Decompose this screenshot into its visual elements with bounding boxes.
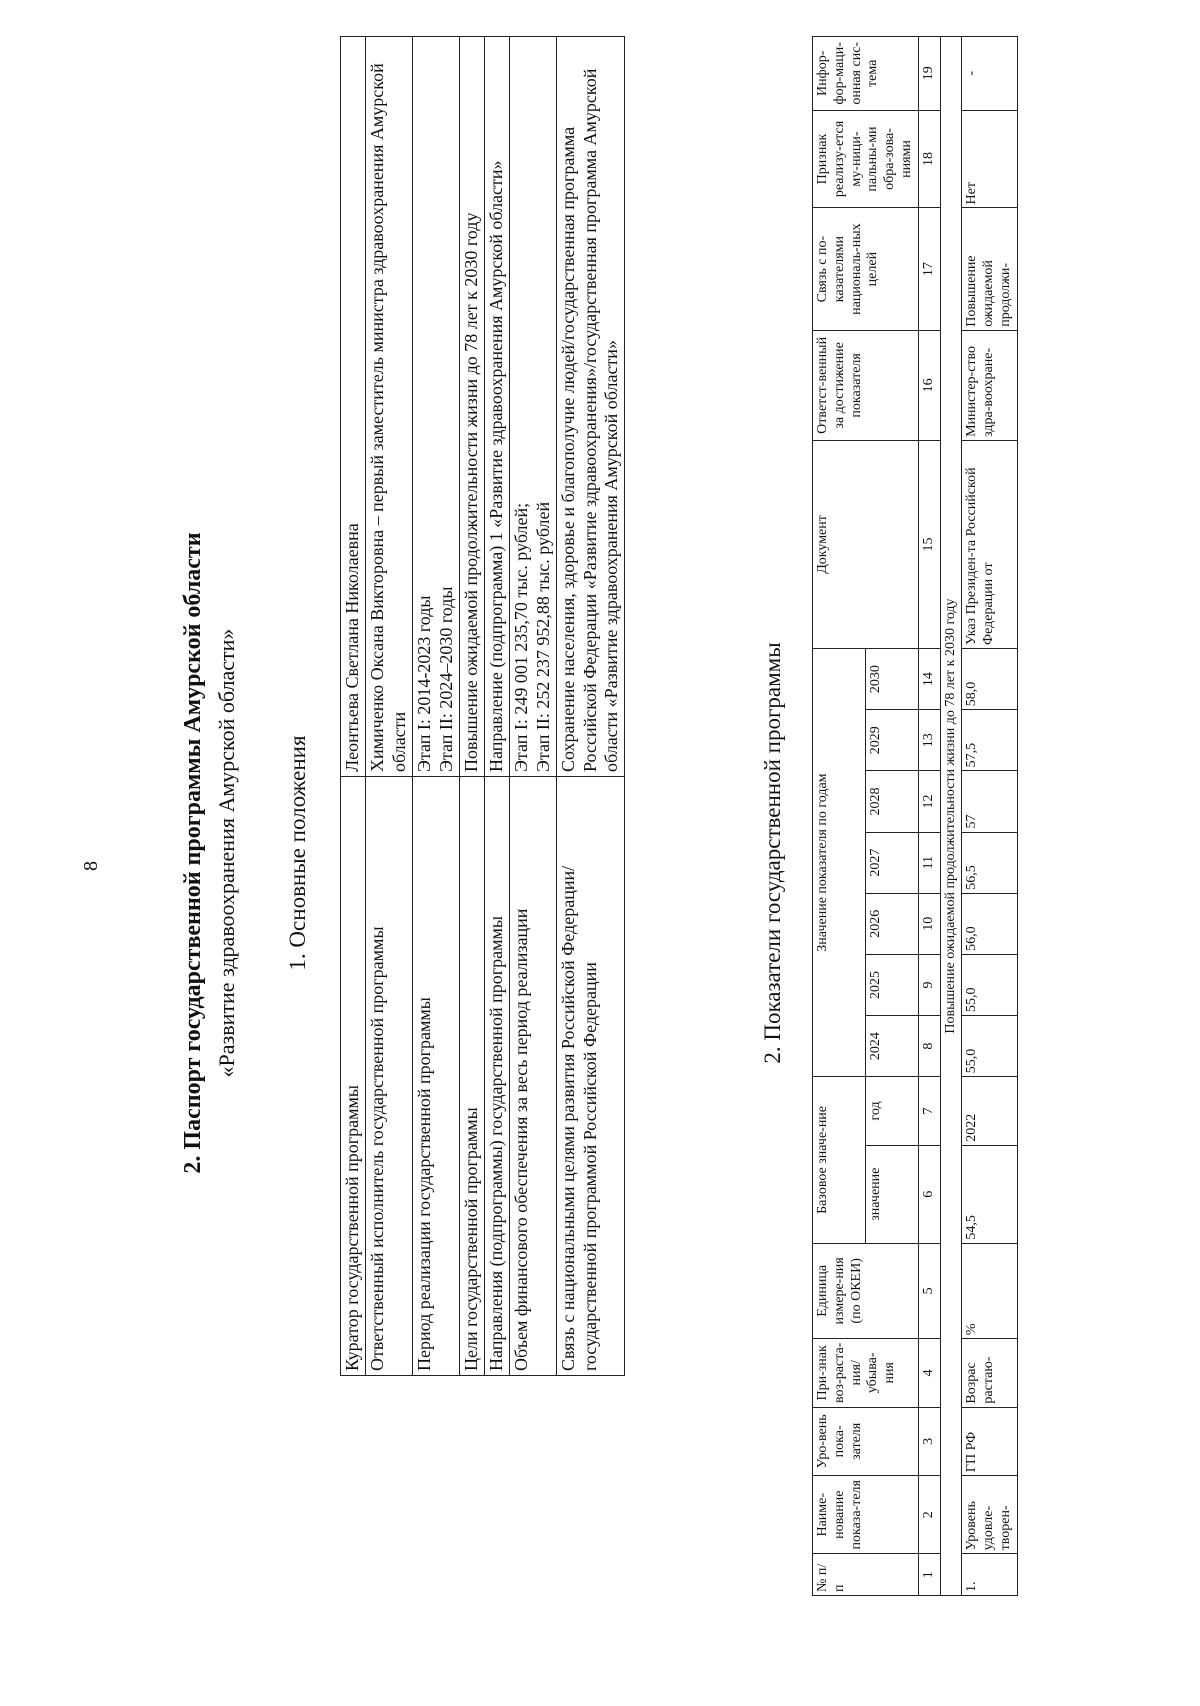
passport-label: Цели государственной программы xyxy=(459,777,484,1376)
column-number: 4 xyxy=(918,1339,940,1408)
passport-row xyxy=(365,37,412,1376)
column-number: 3 xyxy=(918,1407,940,1476)
indicators-header-row-1 xyxy=(813,37,866,1596)
page-title: 2. Паспорт государственной программы Амурской области xyxy=(180,532,206,1174)
header-values-by-year: Значение показателя по годам xyxy=(813,648,866,1076)
passport-row xyxy=(341,37,366,1376)
header-base: Базовое значе-ние xyxy=(813,1077,866,1243)
header-infosystem: Инфор-фор-маци-онная сис-тема xyxy=(813,37,919,111)
row-unit: % xyxy=(962,1243,1017,1338)
column-number: 1 xyxy=(918,1554,940,1596)
passport-table xyxy=(340,36,625,1376)
page-subtitle: «Развитие здравоохранения Амурской области» xyxy=(214,628,239,1078)
row-base-year: 2022 xyxy=(962,1077,1017,1146)
column-number: 7 xyxy=(918,1077,940,1146)
column-number: 13 xyxy=(918,710,940,771)
header-year: 2026 xyxy=(865,893,918,954)
row-link: Повышение ожидаемой продолжи- xyxy=(962,208,1017,330)
page-number: 8 xyxy=(80,861,102,871)
header-year: 2028 xyxy=(865,771,918,832)
goal-row xyxy=(940,37,962,1596)
passport-row xyxy=(509,37,556,1376)
row-value-2030: 58,0 xyxy=(962,648,1017,709)
column-number: 12 xyxy=(918,771,940,832)
passport-row xyxy=(459,37,484,1376)
section-2-heading: 2. Показатели государственной программы xyxy=(760,642,785,1064)
row-sign: Возрас растаю- xyxy=(962,1339,1017,1408)
passport-label: Куратор государственной программы xyxy=(341,777,366,1376)
passport-label: Ответственный исполнитель государственной программы xyxy=(365,777,412,1376)
column-number: 6 xyxy=(918,1145,940,1243)
column-number: 10 xyxy=(918,893,940,954)
header-sign: При-знак воз-раста-ния/ убыва-ния xyxy=(813,1339,919,1408)
passport-value: Этап I: 2014-2023 годы Этап II: 2024–2030 годы xyxy=(412,37,459,777)
header-year: 2024 xyxy=(865,1016,918,1077)
column-number: 18 xyxy=(918,110,940,208)
passport-table-body xyxy=(341,37,625,1376)
passport-value: Повышение ожидаемой продолжительности жизни до 78 лет к 2030 году xyxy=(459,37,484,777)
row-level: ГП РФ xyxy=(962,1407,1017,1476)
row-infosystem: - xyxy=(962,37,1017,111)
row-base-value: 54,5 xyxy=(962,1145,1017,1243)
passport-label: Объем финансового обеспечения за весь период реализации xyxy=(509,777,556,1376)
header-num: № п/п xyxy=(813,1554,919,1596)
passport-value: Этап I: 249 001 235,70 тыс. рублей; Этап II: 252 237 952,88 тыс. рублей xyxy=(509,37,556,777)
passport-value: Сохранение населения, здоровье и благополучие людей/государственная программа Российской Федерации «Развитие здравоохранения»/государственная программа Амурской области «Развитие здравоохранения Амурской области» xyxy=(556,37,625,777)
passport-value: Направление (подпрограмма) 1 «Развитие здравоохранения Амурской области» xyxy=(484,37,509,777)
header-year: 2030 xyxy=(865,648,918,709)
row-value-2029: 57,5 xyxy=(962,710,1017,771)
column-number: 17 xyxy=(918,208,940,330)
table-row xyxy=(962,37,1017,1596)
column-number: 16 xyxy=(918,330,940,440)
header-name: Наиме-нование показа-теля xyxy=(813,1476,919,1554)
column-numbers-row xyxy=(918,37,940,1596)
row-value-2027: 56,5 xyxy=(962,832,1017,893)
header-base-value: значение xyxy=(865,1145,918,1243)
column-number: 14 xyxy=(918,648,940,709)
row-responsible: Министер-ство здра-воохране- xyxy=(962,330,1017,440)
row-value-2024: 55,0 xyxy=(962,1016,1017,1077)
row-value-2025: 55,0 xyxy=(962,954,1017,1015)
section-1-heading: 1. Основные положения xyxy=(285,735,310,971)
passport-value: Химиченко Оксана Викторовна – первый заместитель министра здравоохранения Амурской области xyxy=(365,37,412,777)
passport-row xyxy=(484,37,509,1376)
header-year: 2025 xyxy=(865,954,918,1015)
indicators-table xyxy=(812,36,1018,1596)
header-base-year: год xyxy=(865,1077,918,1146)
row-value-2028: 57 xyxy=(962,771,1017,832)
passport-row xyxy=(556,37,625,1376)
passport-row xyxy=(412,37,459,1376)
row-value-2026: 56,0 xyxy=(962,893,1017,954)
goal-row-cell: Повышение ожидаемой продолжительности жизни до 78 лет к 2030 году xyxy=(940,37,962,1596)
header-unit: Единица измере-ния (по ОКЕИ) xyxy=(813,1243,919,1338)
passport-label: Связь с национальными целями развития Российской Федерации/ государственной программой Российской Федерации xyxy=(556,777,625,1376)
passport-label: Период реализации государственной программы xyxy=(412,777,459,1376)
header-level: Уро-вень пока-зателя xyxy=(813,1407,919,1476)
column-number: 19 xyxy=(918,37,940,111)
row-name: Уровень удовле-творен- xyxy=(962,1476,1017,1554)
column-number: 9 xyxy=(918,954,940,1015)
column-number: 8 xyxy=(918,1016,940,1077)
header-link: Связь с по-казателями националь-ных целей xyxy=(813,208,919,330)
row-municipal: Нет xyxy=(962,110,1017,208)
row-document: Указ Президен-та Российской Федерации от xyxy=(962,440,1017,648)
column-number: 11 xyxy=(918,832,940,893)
passport-value: Леонтьева Светлана Николаевна xyxy=(341,37,366,777)
row-num: 1. xyxy=(962,1554,1017,1596)
header-year: 2027 xyxy=(865,832,918,893)
column-number: 15 xyxy=(918,440,940,648)
passport-label: Направления (подпрограммы) государственной программы xyxy=(484,777,509,1376)
column-number: 5 xyxy=(918,1243,940,1338)
header-document: Документ xyxy=(813,440,919,648)
column-number: 2 xyxy=(918,1476,940,1554)
header-responsible: Ответст-венный за достижение показателя xyxy=(813,330,919,440)
header-year: 2029 xyxy=(865,710,918,771)
header-municipal: Признак реализу-ется му-ници-пальны-ми обра-зова-ниями xyxy=(813,110,919,208)
